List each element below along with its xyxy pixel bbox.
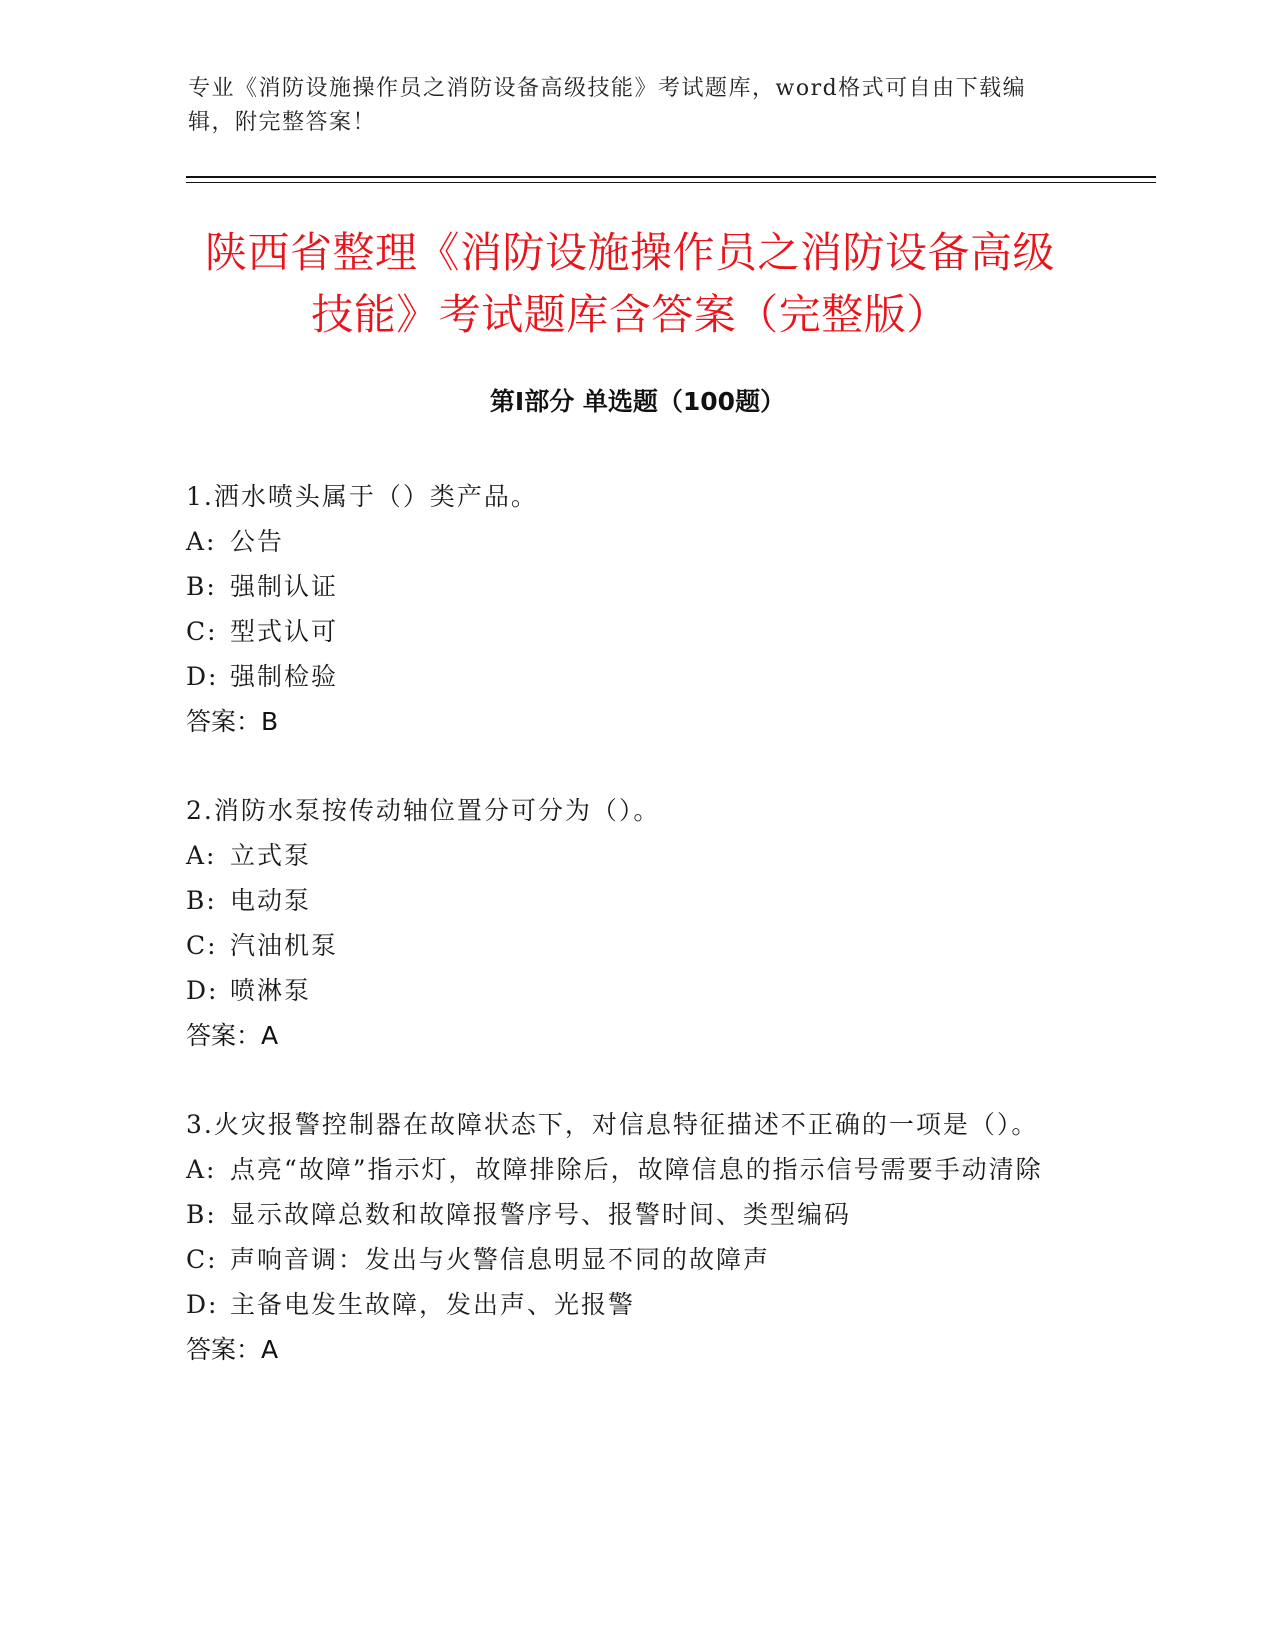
option-d bbox=[186, 968, 1086, 1013]
option-d bbox=[186, 654, 1086, 699]
option-key: A: bbox=[186, 841, 217, 870]
option-a bbox=[186, 833, 1086, 878]
option-key: B: bbox=[186, 572, 217, 601]
option-text: 点亮“故障”指示灯，故障排除后，故障信息的指示信号需要手动清除 bbox=[230, 1155, 1043, 1184]
option-a bbox=[186, 519, 1086, 564]
answer-line: 答案：A bbox=[186, 1021, 279, 1050]
option-text: 声响音调：发出与火警信息明显不同的故障声 bbox=[230, 1245, 771, 1274]
question-1 bbox=[186, 474, 1086, 744]
header-divider-thick bbox=[186, 176, 1156, 178]
option-key: D: bbox=[186, 976, 219, 1005]
option-c bbox=[186, 1237, 1086, 1282]
option-key: B: bbox=[186, 886, 217, 915]
option-text: 电动泵 bbox=[230, 886, 312, 915]
option-text: 强制检验 bbox=[230, 662, 339, 691]
option-c bbox=[186, 609, 1086, 654]
section-heading: 第I部分 单选题（100题） bbox=[489, 387, 786, 416]
option-key: A: bbox=[186, 527, 217, 556]
option-b bbox=[186, 1192, 1086, 1237]
option-key: B: bbox=[186, 1200, 217, 1229]
option-text: 公告 bbox=[230, 527, 285, 556]
option-key: D: bbox=[186, 662, 219, 691]
option-text: 显示故障总数和故障报警序号、报警时间、类型编码 bbox=[230, 1200, 852, 1229]
header-note: 专业《消防设施操作员之消防设备高级技能》考试题库，word格式可自由下载编辑，附完整答案！ bbox=[188, 76, 1027, 135]
option-text: 强制认证 bbox=[230, 572, 339, 601]
option-b bbox=[186, 878, 1086, 923]
option-c bbox=[186, 923, 1086, 968]
question-stem: 3.火灾报警控制器在故障状态下，对信息特征描述不正确的一项是（）。 bbox=[186, 1110, 1039, 1139]
answer-line: 答案：B bbox=[186, 707, 279, 736]
option-key: C: bbox=[186, 1245, 218, 1274]
option-d bbox=[186, 1282, 1086, 1327]
question-list bbox=[186, 474, 1086, 1416]
question-3 bbox=[186, 1102, 1086, 1372]
option-key: C: bbox=[186, 931, 218, 960]
question-stem: 1.洒水喷头属于（）类产品。 bbox=[186, 482, 538, 511]
option-text: 汽油机泵 bbox=[230, 931, 339, 960]
document-title: 陕西省整理《消防设施操作员之消防设备高级技能》考试题库含答案（完整版） bbox=[204, 228, 1055, 339]
option-text: 立式泵 bbox=[230, 841, 312, 870]
option-key: D: bbox=[186, 1290, 219, 1319]
option-text: 主备电发生故障，发出声、光报警 bbox=[230, 1290, 636, 1319]
option-text: 喷淋泵 bbox=[230, 976, 312, 1005]
question-2 bbox=[186, 788, 1086, 1058]
header-divider-thin bbox=[186, 182, 1156, 183]
option-a bbox=[186, 1147, 1086, 1192]
option-key: C: bbox=[186, 617, 218, 646]
option-key: A: bbox=[186, 1155, 217, 1184]
option-text: 型式认可 bbox=[230, 617, 339, 646]
question-stem: 2.消防水泵按传动轴位置分可分为（）。 bbox=[186, 796, 661, 825]
answer-line: 答案：A bbox=[186, 1335, 279, 1364]
option-b bbox=[186, 564, 1086, 609]
